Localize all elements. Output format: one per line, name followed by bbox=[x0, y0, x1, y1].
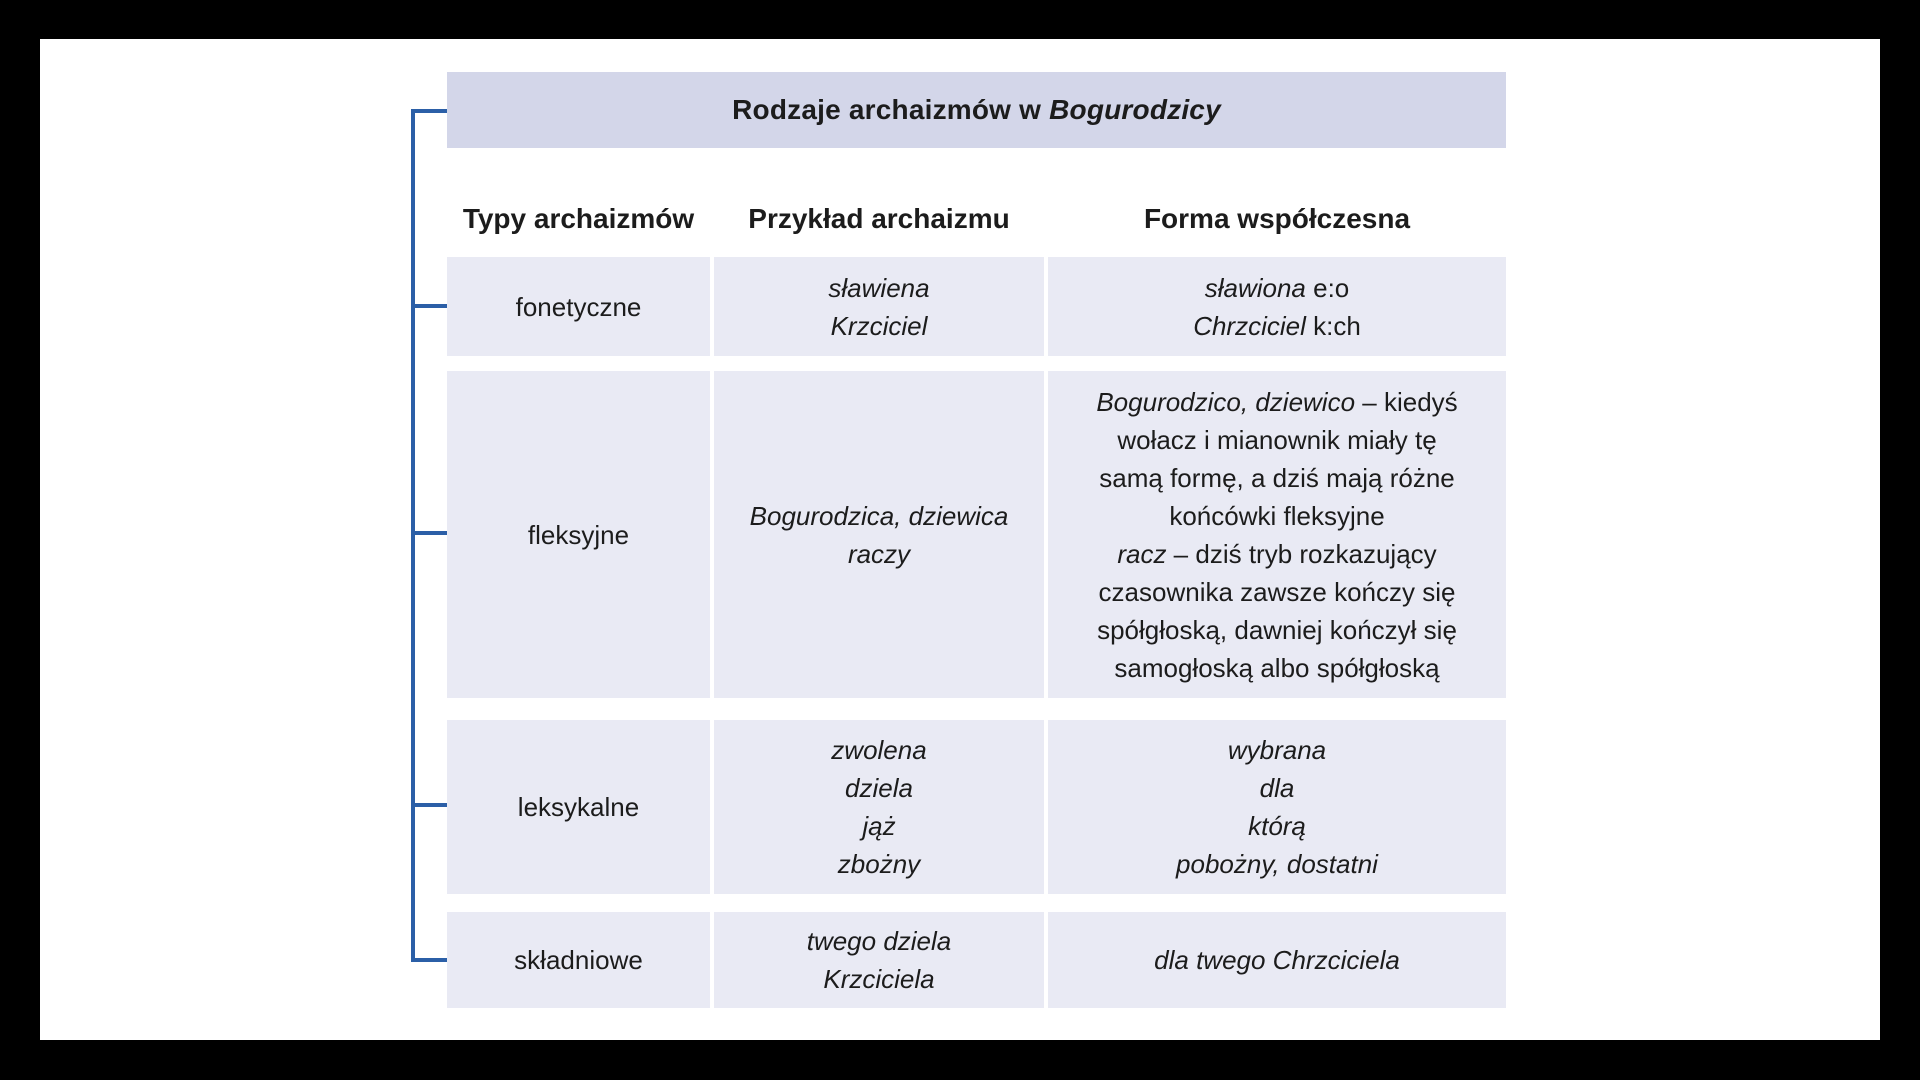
cell-line: Bogurodzica, dziewica bbox=[749, 500, 1009, 531]
table-row bbox=[40, 257, 1880, 356]
modern-cell bbox=[1048, 720, 1506, 894]
slide-canvas bbox=[40, 39, 1880, 1040]
cell-line: sławiona e:o bbox=[1204, 272, 1350, 303]
cell-line: spółgłoską, dawniej kończył się bbox=[1097, 614, 1457, 645]
type-cell: leksykalne bbox=[447, 720, 710, 894]
modern-cell bbox=[1048, 912, 1506, 1008]
example-cell bbox=[714, 912, 1044, 1008]
cell-line: samogłoską albo spółgłoską bbox=[1114, 652, 1440, 683]
cell-line: wybrana bbox=[1227, 735, 1327, 765]
bracket-stub-header bbox=[411, 109, 448, 113]
cell-line: racz – dziś tryb rozkazujący bbox=[1117, 538, 1437, 569]
cell-line: jąż bbox=[862, 811, 896, 841]
table-row bbox=[40, 912, 1880, 1008]
cell-line: wołacz i mianownik miały tę bbox=[1117, 424, 1437, 455]
table-row bbox=[40, 720, 1880, 894]
type-cell: składniowe bbox=[447, 912, 710, 1008]
cell-line: Krzciciel bbox=[830, 310, 928, 341]
title-italic-part: Bogurodzicy bbox=[1049, 94, 1221, 125]
example-cell bbox=[714, 720, 1044, 894]
title-regular-part: Rodzaje archaizmów w bbox=[732, 94, 1050, 125]
cell-line: samą formę, a dziś mają różne bbox=[1099, 462, 1455, 493]
example-cell bbox=[714, 371, 1044, 698]
page-title bbox=[732, 94, 1221, 126]
cell-line: końcówki fleksyjne bbox=[1169, 500, 1385, 531]
modern-cell bbox=[1048, 371, 1506, 698]
cell-line: zbożny bbox=[837, 849, 921, 879]
example-cell bbox=[714, 257, 1044, 356]
cell-line: pobożny, dostatni bbox=[1176, 849, 1378, 879]
cell-line: dziela bbox=[845, 773, 913, 803]
table-row bbox=[40, 371, 1880, 698]
column-header-types: Typy archaizmów bbox=[462, 203, 695, 234]
column-header-modern: Forma współczesna bbox=[1143, 203, 1411, 234]
cell-line: którą bbox=[1248, 811, 1306, 841]
cell-line: dla twego Chrzciciela bbox=[1154, 945, 1400, 975]
modern-cell bbox=[1048, 257, 1506, 356]
table-title-bar bbox=[447, 72, 1506, 148]
type-cell: fonetyczne bbox=[447, 257, 710, 356]
cell-line: twego dziela bbox=[806, 926, 952, 956]
cell-line: czasownika zawsze kończy się bbox=[1098, 576, 1456, 607]
type-cell: fleksyjne bbox=[447, 371, 710, 698]
cell-line: sławiena bbox=[828, 272, 930, 303]
column-header-example: Przykład archaizmu bbox=[748, 203, 1010, 234]
cell-line: raczy bbox=[847, 538, 911, 569]
cell-line: Bogurodzico, dziewico – kiedyś bbox=[1096, 386, 1458, 417]
cell-line: Chrzciciel k:ch bbox=[1193, 310, 1361, 341]
cell-line: dla bbox=[1259, 773, 1295, 803]
cell-line: zwolena bbox=[831, 735, 927, 765]
cell-line: Krzciciela bbox=[823, 964, 935, 994]
